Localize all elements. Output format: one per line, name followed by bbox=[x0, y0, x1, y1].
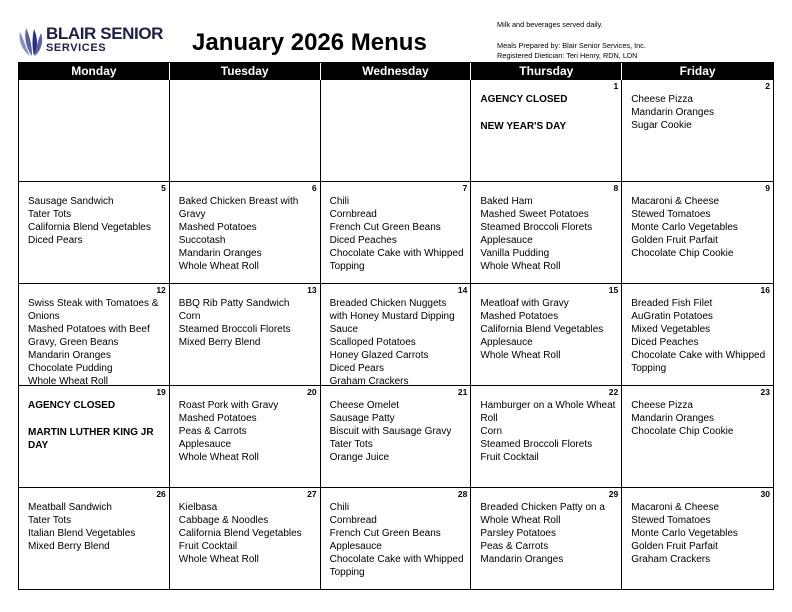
menu-item: Breaded Chicken Nuggets with Honey Mustard Dipping Sauce bbox=[329, 298, 455, 335]
menu-item: Mashed Sweet Potatoes bbox=[480, 209, 589, 220]
menu-item: Whole Wheat Roll bbox=[28, 376, 109, 385]
menu-item: Mandarin Oranges bbox=[631, 413, 715, 424]
menu-item: Mixed Vegetables bbox=[631, 324, 711, 335]
menu-item: Cheese Pizza bbox=[631, 94, 693, 105]
day-cell bbox=[321, 182, 472, 283]
menu-item: Stewed Tomatoes bbox=[631, 515, 711, 526]
calendar-grid bbox=[19, 80, 773, 589]
menu-item: Mixed Berry Blend bbox=[28, 541, 110, 552]
menu-item: Chocolate Chip Cookie bbox=[631, 248, 734, 259]
menu-item: Scalloped Potatoes bbox=[329, 337, 416, 348]
logo-line2: SERVICES bbox=[46, 42, 107, 54]
menu-item: Parsley Potatoes bbox=[480, 528, 556, 539]
day-cell bbox=[170, 386, 321, 487]
menu-item: Steamed Broccoli Florets bbox=[480, 222, 593, 233]
closure-notice: NEW YEAR'S DAY bbox=[480, 121, 567, 132]
day-number: 22 bbox=[608, 387, 619, 397]
day-number: 19 bbox=[156, 387, 166, 397]
menu-item: Mixed Berry Blend bbox=[178, 337, 261, 348]
menu-item: Diced Peaches bbox=[329, 235, 397, 246]
menu-items bbox=[480, 501, 617, 566]
day-cell bbox=[19, 284, 170, 385]
day-number: 14 bbox=[457, 285, 468, 295]
menu-item: Chocolate Cake with Whipped Topping bbox=[329, 554, 464, 578]
flower-logo-icon bbox=[16, 24, 46, 58]
weekday-header bbox=[19, 63, 773, 80]
menu-item: Chocolate Cake with Whipped Topping bbox=[631, 350, 766, 374]
menu-item: Sausage Sandwich bbox=[28, 196, 114, 207]
menu-item: Macaroni & Cheese bbox=[631, 196, 720, 207]
menu-item: Whole Wheat Roll bbox=[178, 452, 259, 463]
menu-item: Golden Fruit Parfait bbox=[631, 235, 718, 246]
week-row bbox=[19, 182, 773, 284]
menu-item: Cabbage & Noodles bbox=[178, 515, 269, 526]
menu-item: Diced Pears bbox=[28, 235, 83, 246]
menu-item: Vanilla Pudding bbox=[480, 248, 550, 259]
menu-items bbox=[179, 501, 316, 566]
day-number: 28 bbox=[457, 489, 468, 499]
menu-item: Meatloaf with Gravy bbox=[480, 298, 569, 309]
day-cell bbox=[321, 386, 472, 487]
day-cell bbox=[321, 80, 472, 181]
menu-item: BBQ Rib Patty Sandwich bbox=[178, 298, 290, 309]
menu-item: Fruit Cocktail bbox=[480, 452, 539, 463]
menu-item: Chocolate Cake with Whipped Topping bbox=[329, 248, 464, 272]
menu-item: Meatball Sandwich bbox=[28, 502, 112, 513]
menu-item: Cheese Omelet bbox=[329, 400, 400, 411]
day-header-thursday: Thursday bbox=[471, 63, 622, 80]
day-number: 30 bbox=[760, 489, 770, 499]
menu-items bbox=[330, 501, 467, 579]
menu-item: Chocolate Chip Cookie bbox=[631, 426, 734, 437]
menu-item: Roast Pork with Gravy bbox=[178, 400, 279, 411]
menu-calendar bbox=[18, 62, 774, 590]
closure-notice: AGENCY CLOSED bbox=[28, 400, 116, 411]
menu-item: Golden Fruit Parfait bbox=[631, 541, 718, 552]
menu-item: Cheese Pizza bbox=[631, 400, 693, 411]
day-number: 23 bbox=[760, 387, 770, 397]
menu-item: Baked Ham bbox=[480, 196, 533, 207]
day-cell bbox=[19, 488, 170, 589]
menu-item: Sausage Patty bbox=[329, 413, 395, 424]
menu-item: French Cut Green Beans bbox=[329, 222, 441, 233]
day-number: 13 bbox=[307, 285, 317, 295]
menu-items bbox=[480, 297, 617, 362]
menu-items bbox=[631, 93, 769, 132]
menu-items bbox=[480, 195, 617, 273]
week-row bbox=[19, 80, 773, 182]
prepared-by-note: Meals Prepared by: Blair Senior Services, Inc. bbox=[497, 41, 646, 50]
day-header-wednesday: Wednesday bbox=[321, 63, 472, 80]
menu-items bbox=[631, 195, 769, 260]
menu-item: Mandarin Oranges bbox=[28, 350, 111, 361]
day-number: 7 bbox=[462, 183, 468, 193]
day-number: 1 bbox=[613, 81, 619, 91]
menu-item: Applesauce bbox=[480, 235, 533, 246]
day-cell bbox=[19, 80, 170, 181]
menu-items bbox=[179, 399, 316, 464]
menu-item: Whole Wheat Roll bbox=[480, 350, 561, 361]
menu-item: Applesauce bbox=[329, 541, 382, 552]
menu-items bbox=[28, 195, 165, 247]
menu-items bbox=[480, 93, 617, 133]
menu-item: Chili bbox=[329, 502, 350, 513]
menu-items bbox=[330, 297, 467, 385]
menu-items bbox=[28, 297, 165, 385]
day-number: 15 bbox=[608, 285, 619, 295]
menu-item: French Cut Green Beans bbox=[329, 528, 441, 539]
menu-item: Italian Blend Vegetables bbox=[28, 528, 136, 539]
day-cell bbox=[622, 284, 773, 385]
week-row bbox=[19, 386, 773, 488]
menu-item: Chili bbox=[329, 196, 350, 207]
menu-item: Cornbread bbox=[329, 515, 377, 526]
menu-item: Cornbread bbox=[329, 209, 377, 220]
menu-items bbox=[330, 399, 467, 464]
closure-notice: AGENCY CLOSED bbox=[480, 94, 568, 105]
day-header-tuesday: Tuesday bbox=[170, 63, 321, 80]
menu-item: Breaded Fish Filet bbox=[631, 298, 713, 309]
menu-item: Corn bbox=[480, 426, 503, 437]
menu-item: Steamed Broccoli Florets bbox=[480, 439, 593, 450]
day-number: 12 bbox=[156, 285, 166, 295]
day-number: 26 bbox=[156, 489, 166, 499]
menu-item: Diced Peaches bbox=[631, 337, 699, 348]
day-cell bbox=[471, 386, 622, 487]
day-cell bbox=[170, 80, 321, 181]
menu-item: Macaroni & Cheese bbox=[631, 502, 720, 513]
day-header-friday: Friday bbox=[679, 64, 716, 78]
day-number: 21 bbox=[457, 387, 468, 397]
day-cell bbox=[170, 488, 321, 589]
menu-item: Hamburger on a Whole Wheat Roll bbox=[480, 400, 616, 424]
menu-item: Steamed Broccoli Florets bbox=[178, 324, 291, 335]
menu-item: Baked Chicken Breast with Gravy bbox=[178, 196, 299, 220]
menu-item: Tater Tots bbox=[28, 209, 72, 220]
menu-items bbox=[179, 195, 316, 273]
closure-notice: MARTIN LUTHER KING JR DAY bbox=[28, 427, 154, 451]
day-number: 16 bbox=[760, 285, 770, 295]
menu-item: Stewed Tomatoes bbox=[631, 209, 711, 220]
menu-item: Peas & Carrots bbox=[480, 541, 549, 552]
menu-item: Whole Wheat Roll bbox=[480, 261, 561, 272]
menu-item: Mashed Potatoes with Beef Gravy, Green Beans bbox=[28, 324, 150, 348]
menu-item: Succotash bbox=[178, 235, 226, 246]
menu-item: Mandarin Oranges bbox=[480, 554, 564, 565]
menu-item: Fruit Cocktail bbox=[178, 541, 238, 552]
menu-items bbox=[631, 501, 769, 566]
beverage-note: Milk and beverages served daily. bbox=[497, 20, 603, 29]
menu-item: Biscuit with Sausage Gravy bbox=[329, 426, 452, 437]
menu-items bbox=[179, 297, 316, 349]
day-cell bbox=[471, 488, 622, 589]
menu-item: Whole Wheat Roll bbox=[178, 261, 259, 272]
menu-item: Monte Carlo Vegetables bbox=[631, 528, 738, 539]
day-number: 29 bbox=[608, 489, 619, 499]
menu-items bbox=[330, 195, 467, 273]
day-cell bbox=[622, 182, 773, 283]
day-cell bbox=[170, 284, 321, 385]
menu-item: Corn bbox=[178, 311, 201, 322]
menu-item: California Blend Vegetables bbox=[178, 528, 302, 539]
menu-item: Mandarin Oranges bbox=[178, 248, 262, 259]
menu-item: Mashed Potatoes bbox=[178, 413, 257, 424]
menu-item: Chocolate Pudding bbox=[28, 363, 113, 374]
day-cell bbox=[471, 284, 622, 385]
day-cell bbox=[622, 386, 773, 487]
day-cell bbox=[321, 284, 472, 385]
menu-item: Applesauce bbox=[480, 337, 533, 348]
menu-items bbox=[631, 297, 769, 375]
week-row bbox=[19, 488, 773, 590]
menu-item: Mandarin Oranges bbox=[631, 107, 715, 118]
day-number: 5 bbox=[161, 183, 166, 193]
menu-item: Tater Tots bbox=[329, 439, 373, 450]
menu-item: Peas & Carrots bbox=[178, 426, 247, 437]
menu-item: Swiss Steak with Tomatoes & Onions bbox=[28, 298, 159, 322]
page-title: January 2026 Menus bbox=[192, 29, 427, 56]
day-number: 6 bbox=[311, 183, 317, 193]
day-number: 20 bbox=[307, 387, 317, 397]
menu-item: Graham Crackers bbox=[631, 554, 711, 565]
menu-item: Orange Juice bbox=[329, 452, 390, 463]
menu-item: Kielbasa bbox=[178, 502, 218, 513]
day-number: 2 bbox=[765, 81, 770, 91]
menu-item: Whole Wheat Roll bbox=[178, 554, 259, 565]
menu-item: AuGratin Potatoes bbox=[631, 311, 713, 322]
menu-item: Diced Pears bbox=[329, 363, 385, 374]
menu-item: Sugar Cookie bbox=[631, 120, 692, 131]
day-number: 27 bbox=[307, 489, 317, 499]
menu-item: Graham Crackers bbox=[329, 376, 409, 385]
week-row bbox=[19, 284, 773, 386]
day-number: 9 bbox=[765, 183, 770, 193]
menu-item: Applesauce bbox=[178, 439, 232, 450]
day-cell bbox=[471, 80, 622, 181]
dietician-note: Registered Dietician: Teri Henry, RDN, LDN bbox=[497, 51, 638, 60]
day-number: 8 bbox=[613, 183, 619, 193]
day-cell bbox=[471, 182, 622, 283]
menu-item: Breaded Chicken Patty on a Whole Wheat Roll bbox=[480, 502, 605, 526]
day-cell bbox=[622, 80, 773, 181]
menu-item: Mashed Potatoes bbox=[178, 222, 257, 233]
menu-item: Mashed Potatoes bbox=[480, 311, 559, 322]
day-cell bbox=[19, 386, 170, 487]
menu-items bbox=[631, 399, 769, 438]
menu-item: California Blend Vegetables bbox=[480, 324, 604, 335]
menu-items bbox=[28, 399, 165, 452]
menu-items bbox=[480, 399, 617, 464]
menu-item: Monte Carlo Vegetables bbox=[631, 222, 738, 233]
menu-item: California Blend Vegetables bbox=[28, 222, 151, 233]
day-cell bbox=[170, 182, 321, 283]
logo-line1: BLAIR SENIOR bbox=[46, 24, 164, 43]
day-header-monday: Monday bbox=[19, 63, 170, 80]
day-cell bbox=[19, 182, 170, 283]
menu-items bbox=[28, 501, 165, 553]
day-cell bbox=[321, 488, 472, 589]
menu-item: Tater Tots bbox=[28, 515, 72, 526]
logo bbox=[16, 24, 164, 60]
menu-item: Honey Glazed Carrots bbox=[329, 350, 429, 361]
day-cell bbox=[622, 488, 773, 589]
